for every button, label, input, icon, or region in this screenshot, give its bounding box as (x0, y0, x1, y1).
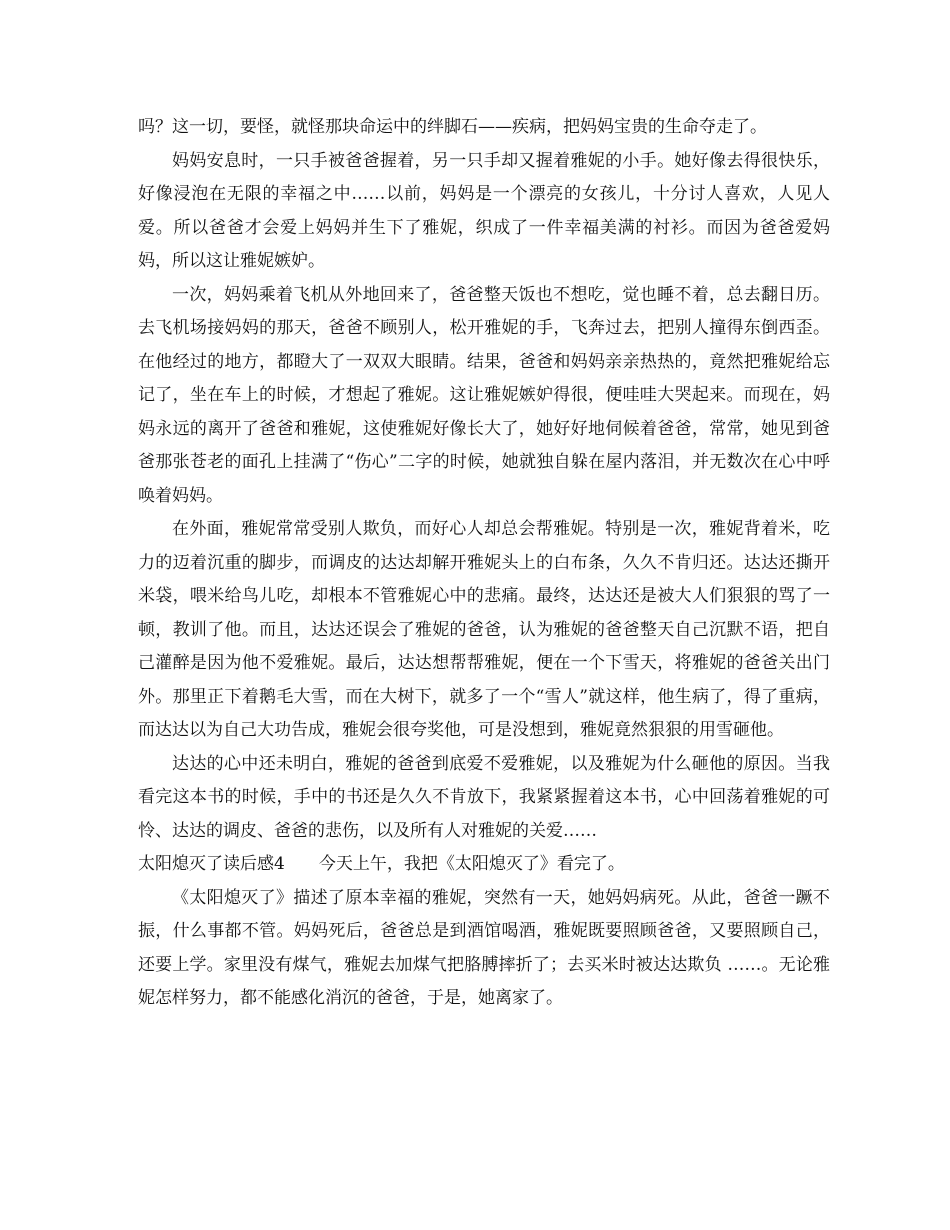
essay-opening-sentence: 今天上午，我把《太阳熄灭了》看完了。 (318, 854, 625, 874)
paragraph: 在外面，雅妮常常受别人欺负，而好心人却总会帮雅妮。特别是一次，雅妮背着米，吃力的迈着沉重的脚步，而调皮的达达却解开雅妮头上的白布条，久久不肯归还。达达还撕开米袋，喂米给鸟儿吃，却根本不管雅妮心中的悲痛。最终，达达还是被大人们狠狠的骂了一顿，教训了他。而且，达达还误会了雅妮的爸爸，认为雅妮的爸爸整天自己沉默不语，把自己灌醉是因为他不爱雅妮。最后，达达想帮帮雅妮，便在一个下雪天，将雅妮的爸爸关出门外。那里正下着鹅毛大雪，而在大树下，就多了一个“雪人”就这样，他生病了，得了重病，而达达以为自己大功告成，雅妮会很夸奖他，可是没想到，雅妮竟然狠狠的用雪砸他。 (138, 519, 830, 740)
document-body (138, 111, 830, 1016)
essay-heading-line (138, 848, 830, 882)
paragraph: 达达的心中还未明白，雅妮的爸爸到底爱不爱雅妮，以及雅妮为什么砸他的原因。当我看完这本书的时候，手中的书还是久久不肯放下，我紧紧握着这本书，心中回荡着雅妮的可怜、达达的调皮、爸爸的悲伤，以及所有人对雅妮的关爱…… (138, 753, 830, 841)
paragraph: 妈妈安息时，一只手被爸爸握着，另一只手却又握着雅妮的小手。她好像去得很快乐，好像浸泡在无限的幸福之中……以前，妈妈是一个漂亮的女孩儿，十分讨人喜欢，人见人爱。所以爸爸才会爱上妈妈并生下了雅妮，织成了一件幸福美满的衬衫。而因为爸爸爱妈妈，所以这让雅妮嫉妒。 (138, 150, 830, 271)
paragraph-continuation: 吗？这一切，要怪，就怪那块命运中的绊脚石——疾病，把妈妈宝贵的生命夺走了。 (138, 117, 767, 137)
paragraph: 一次，妈妈乘着飞机从外地回来了，爸爸整天饭也不想吃，觉也睡不着，总去翻日历。去飞机场接妈妈的那天，爸爸不顾别人，松开雅妮的手，飞奔过去，把别人撞得东倒西歪。在他经过的地方，都瞪大了一双双大眼睛。结果，爸爸和妈妈亲亲热热的，竟然把雅妮给忘记了，坐在车上的时候，才想起了雅妮。这让雅妮嫉妒得很，便哇哇大哭起来。而现在，妈妈永远的离开了爸爸和雅妮，这使雅妮好像长大了，她好好地伺候着爸爸，常常，她见到爸爸那张苍老的面孔上挂满了“伤心”二字的时候，她就独自躲在屋内落泪，并无数次在心中呼唤着妈妈。 (138, 284, 830, 506)
essay-title: 太阳熄灭了读后感4 (138, 854, 285, 874)
paragraph: 《太阳熄灭了》描述了原本幸福的雅妮，突然有一天，她妈妈病死。从此，爸爸一蹶不振，什么事都不管。妈妈死后，爸爸总是到酒馆喝酒，雅妮既要照顾爸爸，又要照顾自己，还要上学。家里没有煤气，雅妮去加煤气把胳膊摔折了；去买米时被达达欺负 ……。无论雅妮怎样努力，都不能感化消沉的爸爸，于是，她离家了。 (138, 887, 830, 1008)
